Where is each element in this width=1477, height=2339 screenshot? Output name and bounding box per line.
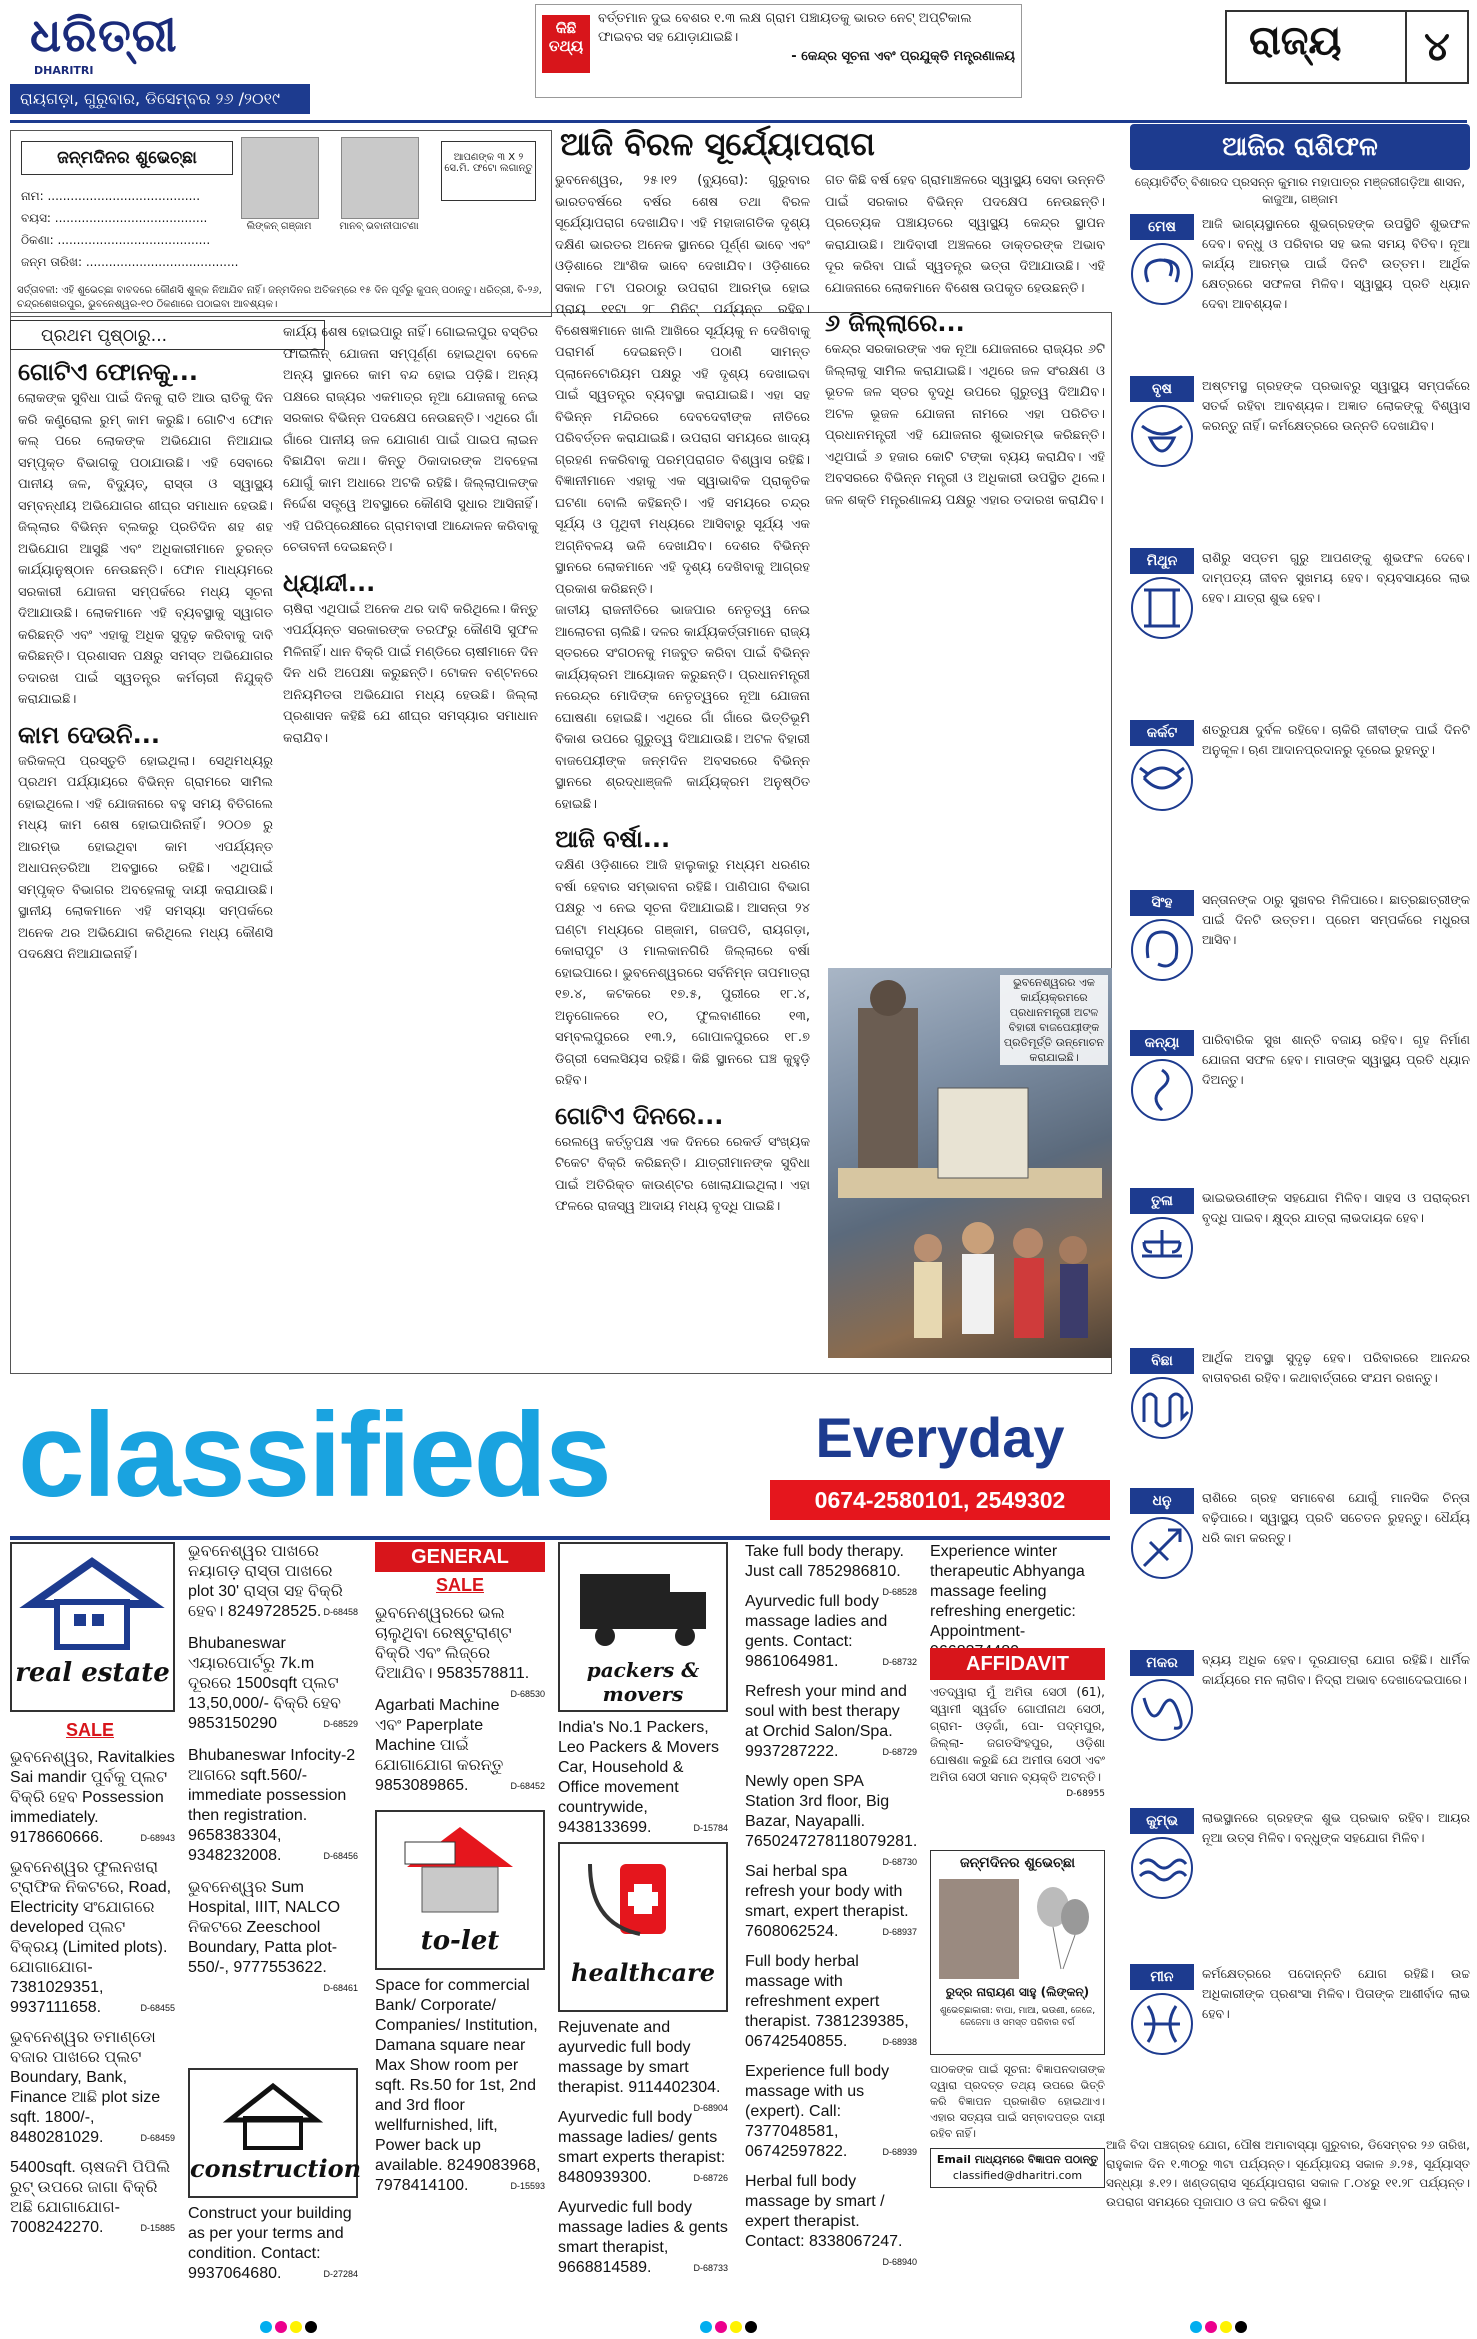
dateline: ରାୟଗଡ଼ା, ଗୁରୁବାର, ଡିସେମ୍ବର ୨୬ /୨୦୧୯ bbox=[10, 84, 310, 114]
horoscope-sign-label: କର୍କଟ bbox=[1130, 720, 1194, 746]
twins-icon bbox=[1130, 576, 1194, 640]
birthday-coupon bbox=[10, 130, 552, 317]
ad-item: Bhubaneswar ଏୟାରପୋର୍ଟରୁ 7k.m ଦୂରରେ 1500sqft ପ୍ଲଟ 13,50,000/- ବିକ୍ରି ହେବ 9853150290 D-68529 bbox=[188, 1635, 358, 1732]
classifieds-everyday: Everyday bbox=[815, 1406, 1065, 1469]
horoscope-sign-label: ବିଛା bbox=[1130, 1348, 1194, 1374]
house-icon bbox=[12, 1544, 173, 1654]
horoscope-scales bbox=[1130, 1188, 1470, 1342]
horoscope-crab bbox=[1130, 720, 1470, 884]
horoscope-sign-label: ଧନୁ bbox=[1130, 1488, 1194, 1514]
headline-six-districts: ୬ ଜିଲ୍ଲାରେ... bbox=[825, 309, 965, 337]
story-continued: କାର୍ଯ୍ୟ ଶେଷ ହୋଇପାରୁ ନାହିଁ। ଗୋଇଲପୁର ବସ୍ତିର ଫାଇଲିନ୍ ଯୋଜନା ସମ୍ପୂର୍ଣ୍ଣ ହୋଇଥିବା ବେଳେ ଅନ୍ୟ ସ୍ଥାନରେ କାମ ବନ୍ଦ ହୋଇ ପଡ଼ିଛି। ଅନ୍ୟ ପକ୍ଷରେ ରାଜ୍ୟର ଏକମାତ୍ର ନୂଆ ଯୋଜନାକୁ ନେଇ ସରକାର ବିଭିନ୍ନ ପଦକ୍ଷେପ ନେଉଛନ୍ତି। ଏଥିରେ ଗାଁ ଗାଁରେ ପାନୀୟ ଜଳ ଯୋଗାଣ ପାଇଁ ପାଇପ ଲାଇନ ବିଛାଯିବା କଥା। କିନ୍ତୁ ଠିକାଦାରଙ୍କ ଅବହେଳା ଯୋଗୁଁ କାମ ଅଧାରେ ଅଟକି ରହିଛି। ଜିଲ୍ଲାପାଳଙ୍କ ନିର୍ଦ୍ଦେଶ ସତ୍ତ୍ୱେ ଅବସ୍ଥାରେ କୌଣସି ସୁଧାର ଆସିନାହିଁ। ଏହି ପରିପ୍ରେକ୍ଷୀରେ ଗ୍ରାମବାସୀ ଆନ୍ଦୋଳନ କରିବାକୁ ଚେତାବନୀ ଦେଇଛନ୍ତି। bbox=[283, 325, 538, 555]
ad-item: 5400sqft. ଚାଷଜମି ପିପିଲି ରୁଟ୍ ଉପରେ ଜାଗା ବିକ୍ରି ଅଛି ଯୋଗାଯୋଗ- 7008242270. D-15885 bbox=[10, 2159, 175, 2236]
ad-item: Ayurvedic full body massage ladies & gents smart therapist, 9668814589. D-68733 bbox=[558, 2199, 728, 2276]
horoscope-sign-label: ସିଂହ bbox=[1130, 890, 1194, 916]
ad-item: Ayurvedic full body massage ladies and gents. Contact: 9861064981. D-68732 bbox=[745, 1593, 917, 1670]
horoscope-sign-label: ତୁଳା bbox=[1130, 1188, 1194, 1214]
photo-placeholder: ଆପଣଙ୍କ ୩ X ୨ ସେ.ମି. ଫଟୋ ଲଗାନ୍ତୁ bbox=[441, 141, 536, 201]
kid-caption-2: ମାନବ୍ ଭବାନୀପାଟଣା bbox=[339, 221, 419, 232]
facts-tag: କିଛି ତଥ୍ୟ bbox=[542, 15, 590, 73]
horoscope-scorpion bbox=[1130, 1348, 1470, 1482]
ad-item: Ayurvedic full body massage ladies/ gents smart experts therapist: 8480939300. D-68726 bbox=[558, 2109, 728, 2186]
reader-notice bbox=[930, 2062, 1105, 2232]
construction-label: construction bbox=[190, 2154, 362, 2183]
archer-icon bbox=[1130, 1516, 1194, 1580]
horoscope-twins bbox=[1130, 548, 1470, 714]
horoscope-sign-label: ମିଥୁନ bbox=[1130, 548, 1194, 574]
healthcare-category bbox=[558, 1842, 728, 2012]
horoscope-archer bbox=[1130, 1488, 1470, 1644]
ad-item: Refresh your mind and soul with best therapy at Orchid Salon/Spa. 9937287222. D-68729 bbox=[745, 1683, 917, 1760]
horoscope-bull bbox=[1130, 376, 1470, 542]
ram-icon bbox=[1130, 242, 1194, 306]
horoscope-text: ରାଶିରୁ ସପ୍ତମ ଗୁରୁ ଆପଣଙ୍କୁ ଶୁଭଫଳ ଦେବେ। ଦାମ୍ପତ୍ୟ ଜୀବନ ସୁଖମୟ ହେବ। ବ୍ୟବସାୟରେ ଲାଭ ହେବ। ଯାତ୍ରା ଶୁଭ ହେବ। bbox=[1202, 550, 1470, 605]
maiden-icon bbox=[1130, 1058, 1194, 1122]
logo-text: ଧରିତ୍ରୀ bbox=[30, 8, 178, 62]
facts-source: - କେନ୍ଦ୍ର ସୂଚନା ଏବଂ ପ୍ରଯୁକ୍ତି ମନ୍ତ୍ରଣାଳୟ bbox=[791, 49, 1015, 64]
horoscope-sign-label: କନ୍ୟା bbox=[1130, 1030, 1194, 1056]
email-address[interactable]: classified@dharitri.com bbox=[952, 2169, 1083, 2182]
story-six-districts: କେନ୍ଦ୍ର ସରକାରଙ୍କ ଏକ ନୂଆ ଯୋଜନାରେ ରାଜ୍ୟର ୬ଟି ଜିଲ୍ଲାକୁ ସାମିଲ କରାଯାଇଛି। ଏଥିରେ ଜଳ ସଂରକ୍ଷଣ ଓ ଭୂତଳ ଜଳ ସ୍ତର ବୃଦ୍ଧି ଉପରେ ଗୁରୁତ୍ୱ ଦିଆଯିବ। ଅଟଳ ଭୂଜଳ ଯୋଜନା ନାମରେ ଏହା ପରିଚିତ। ପ୍ରଧାନମନ୍ତ୍ରୀ ଏହି ଯୋଜନାର ଶୁଭାରମ୍ଭ କରିଛନ୍ତି। ଏଥିପାଇଁ ୬ ହଜାର କୋଟି ଟଙ୍କା ବ୍ୟୟ କରାଯିବ। ଏହି ଅବସରରେ ବିଭିନ୍ନ ମନ୍ତ୍ରୀ ଓ ଅଧିକାରୀ ଉପସ୍ଥିତ ଥିଲେ। ଜଳ ଶକ୍ତି ମନ୍ତ୍ରଣାଳୟ ପକ୍ଷରୁ ଏହାର ତଦାରଖ କରାଯିବ। bbox=[825, 342, 1105, 508]
horoscope-text: ଆଜି ଭାଗ୍ୟସ୍ଥାନରେ ଶୁଭଗ୍ରହଙ୍କ ଉପସ୍ଥିତି ଶୁଭଫଳ ଦେବ। ବନ୍ଧୁ ଓ ପରିବାର ସହ ଭଲ ସମୟ ବିତିବ। ନୂଆ କାର୍ଯ୍ୟ ଆରମ୍ଭ ପାଇଁ ଦିନଟି ଉତ୍ତମ। ଆର୍ଥିକ କ୍ଷେତ୍ରରେ ସଫଳତା ମିଳିବ। ସ୍ୱାସ୍ଥ୍ୟ ପ୍ରତି ଧ୍ୟାନ ଦେବା ଆବଶ୍ୟକ। bbox=[1202, 216, 1470, 311]
horoscope-text: ଅଷ୍ଟମସ୍ଥ ଗ୍ରହଙ୍କ ପ୍ରଭାବରୁ ସ୍ୱାସ୍ଥ୍ୟ ସମ୍ପର୍କରେ ସତର୍କ ରହିବା ଆବଶ୍ୟକ। ଅଜ୍ଞାତ ଲୋକଙ୍କୁ ବିଶ୍ୱାସ କରନ୍ତୁ ନାହିଁ। କର୍ମକ୍ଷେତ୍ରରେ ଉନ୍ନତି ଦେଖାଯିବ। bbox=[1202, 378, 1470, 433]
packers-ad: India's No.1 Packers, Leo Packers & Movers Car, Household & Office movement countrywide, 9438133699. D-15784 bbox=[558, 1719, 728, 1836]
field-address: ଠିକଣା: ........................................ bbox=[21, 233, 211, 247]
kid-photo-1 bbox=[241, 137, 319, 219]
horoscope-goat bbox=[1130, 1650, 1470, 1802]
section-label: ପ୍ରଥମ ପୃଷ୍ଠାରୁ... bbox=[10, 320, 325, 350]
field-dob: ଜନ୍ମ ତାରିଖ: ........................................ bbox=[21, 255, 239, 269]
lion-icon bbox=[1130, 918, 1194, 982]
classifieds-banner: classifieds bbox=[18, 1388, 610, 1522]
horoscope-text: ଲାଭସ୍ଥାନରେ ଗ୍ରହଙ୍କ ଶୁଭ ପ୍ରଭାବ ରହିବ। ଆୟର ନୂଆ ଉତ୍ସ ମିଳିବ। ବନ୍ଧୁଙ୍କ ସହଯୋଗ ମିଳିବ। bbox=[1202, 1810, 1470, 1845]
horoscope-fish bbox=[1130, 1964, 1470, 2122]
headline-one-day: ଗୋଟିଏ ଦିନରେ... bbox=[555, 1101, 724, 1130]
construction-category bbox=[188, 2068, 362, 2198]
kid-caption-1: ଲିଙ୍କନ୍ ଗଞ୍ଜାମ bbox=[246, 221, 312, 232]
horoscope-title: ଆଜିର ରାଶିଫଳ bbox=[1130, 124, 1470, 170]
truck-icon bbox=[560, 1544, 726, 1654]
classifieds-rule bbox=[10, 1536, 1110, 1540]
section-header bbox=[1225, 10, 1469, 84]
fish-icon bbox=[1130, 1992, 1194, 2056]
page-number: ୪ bbox=[1405, 12, 1467, 82]
horoscope-text: ସନ୍ତାନଙ୍କ ଠାରୁ ସୁଖବର ମିଳିପାରେ। ଛାତ୍ରଛାତ୍ରୀଙ୍କ ପାଇଁ ଦିନଟି ଉତ୍ତମ। ପ୍ରେମ ସମ୍ପର୍କରେ ମଧୁରତା ଆସିବ। bbox=[1202, 892, 1470, 947]
horoscope-sign-label: କୁମ୍ଭ bbox=[1130, 1808, 1194, 1834]
horoscope-ram bbox=[1130, 214, 1470, 370]
crab-icon bbox=[1130, 748, 1194, 812]
birthday-ad-note: ଶୁଭେଚ୍ଛାକାରୀ: ବାପା, ମାଆ, ଭଉଣୀ, ଜେଜେ, ଜେଜେମା ଓ ସମସ୍ତ ପରିବାର ବର୍ଗ bbox=[939, 2006, 1096, 2028]
packers-category bbox=[558, 1542, 728, 1712]
news-column-2 bbox=[283, 322, 538, 1366]
headline-work: କାମ ଦେଉନି... bbox=[18, 720, 160, 749]
ad-item: ଭୁବନେଶ୍ୱର ତମାଣ୍ଡୋ ବଜାର ପାଖରେ ପ୍ଲଟ Boundary, Bank, Finance ଆଛି plot size sqft. 1800/-, 8480281029. D-68459 bbox=[10, 2029, 175, 2146]
ad-item: ଭୁବନେଶ୍ୱର ପାଖରେ ନୟାଗଡ଼ ରାସ୍ତା ପାଖରେ plot 30' ରାସ୍ତା ସହ ବିକ୍ରି ହେବ। 8249728525. D-68458 bbox=[188, 1543, 358, 1620]
water-icon bbox=[1130, 1836, 1194, 1900]
scorpion-icon bbox=[1130, 1376, 1194, 1440]
facts-body: ବର୍ତ୍ତମାନ ଦୁଇ ବେଶର ୧.୩ ଲକ୍ଷ ଗ୍ରାମ ପଞ୍ଚାୟତକୁ ଭାରତ ନେଟ୍ ଅପ୍ଟିକାଲ ଫାଇବର ସହ ଯୋଡ଼ାଯାଇଛି। bbox=[598, 11, 972, 45]
ad-item: Sai herbal spa refresh your body with smart, expert therapist. 7608062524. D-68937 bbox=[745, 1863, 917, 1940]
general-label: GENERAL bbox=[375, 1542, 545, 1572]
facts-box bbox=[535, 4, 1022, 98]
horoscope-water bbox=[1130, 1808, 1470, 1958]
story-work: ଜରିକଳ୍ପ ପ୍ରସ୍ତୁତି ହୋଇଥିଲା। ସେଥିମଧ୍ୟରୁ ପ୍ରଥମ ପର୍ଯ୍ୟାୟରେ ବିଭିନ୍ନ ଗ୍ରାମରେ ସାମିଲ ହୋଇଥିଲେ। ଏହି ଯୋଜନାରେ ବହୁ ସମୟ ବିତିଗଲେ ମଧ୍ୟ କାମ ଶେଷ ହୋଇପାରିନାହିଁ। ୨୦୦୭ ରୁ ଆରମ୍ଭ ହୋଇଥିବା କାମ ଏପର୍ଯ୍ୟନ୍ତ ଅଧାପନ୍ତରିଆ ଅବସ୍ଥାରେ ରହିଛି। ଏଥିପାଇଁ ସମ୍ପୃକ୍ତ ବିଭାଗର ଅବହେଳାକୁ ଦାୟୀ କରାଯାଉଛି। ସ୍ଥାନୀୟ ଲୋକମାନେ ଏହି ସମସ୍ୟା ସମ୍ପର୍କରେ ଅନେକ ଥର ଅଭିଯୋଗ କରିଥିଲେ ମଧ୍ୟ କୌଣସି ପଦକ୍ଷେପ ନିଆଯାଇନାହିଁ। bbox=[18, 753, 273, 962]
birthday-ad-title: ଜନ୍ମଦିନର ଶୁଭେଚ୍ଛା bbox=[959, 1855, 1076, 1871]
birthday-footnote: ସର୍ତ୍ତାବଳୀ: ଏହି ଶୁଭେଚ୍ଛା ବାବଦରେ କୌଣସି ଶୁଳ୍କ ନିଆଯିବ ନାହିଁ। ଜନ୍ମଦିନର ଅତିକମ୍‌ରେ ୧୫ ଦିନ ପୂର୍ବରୁ କୁପନ୍ ପଠାନ୍ତୁ। ଧରିତ୍ରୀ, ବି-୨୬, ଚନ୍ଦ୍ରଶେଖରପୁର, ଭୁବନେଶ୍ୱର-୧୦ ଠିକଣାରେ ପଠାଇବା ଆବଶ୍ୟକ। bbox=[17, 285, 542, 310]
news-column-3 bbox=[555, 170, 810, 1366]
headline-rain: ଆଜି ବର୍ଷା... bbox=[555, 825, 671, 853]
horoscope-text: ରାଶିରେ ଗ୍ରହ ସମାବେଶ ଯୋଗୁଁ ମାନସିକ ଚିନ୍ତା ବଢ଼ିପାରେ। ସ୍ୱାସ୍ଥ୍ୟ ପ୍ରତି ସଚେତନ ରୁହନ୍ତୁ। ଧୈର୍ଯ୍ୟ ଧରି କାମ କରନ୍ତୁ। bbox=[1202, 1490, 1470, 1545]
email-label: Email ମାଧ୍ୟମରେ ବିଜ୍ଞାପନ ପଠାନ୍ତୁ bbox=[936, 2153, 1099, 2166]
birthday-ad-photo bbox=[939, 1879, 1019, 1979]
top-rule bbox=[10, 120, 1467, 123]
story-eclipse: ଭୁବନେଶ୍ୱର, ୨୫।୧୨ (ବ୍ୟୁରୋ): ଗୁରୁବାର ଭାରତବର୍ଷରେ ବର୍ଷର ଶେଷ ତଥା ବିରଳ ସୂର୍ଯ୍ୟୋପରାଗ ଦେଖାଯିବ। ଏହି ମହାଜାଗତିକ ଦୃଶ୍ୟ ଦକ୍ଷିଣ ଭାରତର ଅନେକ ସ୍ଥାନରେ ପୂର୍ଣ୍ଣ ଭାବେ ଏବଂ ଓଡ଼ିଶାରେ ଆଂଶିକ ଭାବେ ଦେଖାଯିବ। ଓଡ଼ିଶାରେ ସକାଳ ୮ଟା ପରଠାରୁ ଉପରାଗ ଆରମ୍ଭ ହୋଇ ପ୍ରାୟ ୧୧ଟା ୨୮ ମିନିଟ୍ ପର୍ଯ୍ୟନ୍ତ ରହିବ। ବିଶେଷଜ୍ଞମାନେ ଖାଲି ଆଖିରେ ସୂର୍ଯ୍ୟକୁ ନ ଦେଖିବାକୁ ପରାମର୍ଶ ଦେଇଛନ୍ତି। ପଠାଣି ସାମନ୍ତ ପ୍ଲାନେଟୋରିୟମ ପକ୍ଷରୁ ଏହି ଦୃଶ୍ୟ ଦେଖାଇବା ପାଇଁ ସ୍ୱତନ୍ତ୍ର ବ୍ୟବସ୍ଥା କରାଯାଇଛି। ଏହା ସହ ବିଭିନ୍ନ ମନ୍ଦିରରେ ଦେବଦେବୀଙ୍କ ନୀତିରେ ପରିବର୍ତ୍ତନ କରାଯାଇଛି। ଉପରାଗ ସମୟରେ ଖାଦ୍ୟ ଗ୍ରହଣ ନକରିବାକୁ ପରମ୍ପରାଗତ ବିଶ୍ୱାସ ରହିଛି। ବିଜ୍ଞାନୀମାନେ ଏହାକୁ ଏକ ସ୍ୱାଭାବିକ ପ୍ରାକୃତିକ ଘଟଣା ବୋଲି କହିଛନ୍ତି। ଏହି ସମୟରେ ଚନ୍ଦ୍ର ସୂର୍ଯ୍ୟ ଓ ପୃଥିବୀ ମଧ୍ୟରେ ଆସିବାରୁ ସୂର୍ଯ୍ୟ ଏକ ଅଗ୍ନିବଳୟ ଭଳି ଦେଖାଯିବ। ଦେଶର ବିଭିନ୍ନ ସ୍ଥାନରେ ଲୋକମାନେ ଏହି ଦୃଶ୍ୟ ଦେଖିବାକୁ ଆଗ୍ରହ ପ୍ରକାଶ କରିଛନ୍ତି। bbox=[555, 173, 810, 597]
healthcare-label: healthcare bbox=[571, 1958, 715, 1987]
birthday-ad bbox=[930, 1850, 1105, 2055]
cmyk-mark-2 bbox=[700, 2318, 760, 2337]
to-let-label: to-let bbox=[420, 1926, 500, 1956]
print-marks bbox=[0, 2316, 1477, 2336]
horoscope-text: ଆର୍ଥିକ ଅବସ୍ଥା ସୁଦୃଢ଼ ହେବ। ପରିବାରରେ ଆନନ୍ଦର ବାତାବରଣ ରହିବ। କଥାବାର୍ତ୍ତାରେ ସଂଯମ ରଖନ୍ତୁ। bbox=[1202, 1350, 1470, 1385]
horoscope-sign-label: ମୀନ bbox=[1130, 1964, 1194, 1990]
balloons-icon bbox=[1031, 1881, 1095, 1971]
horoscope-text: ପାରିବାରିକ ସୁଖ ଶାନ୍ତି ବଜାୟ ରହିବ। ଗୃହ ନିର୍ମାଣ ଯୋଜନା ସଫଳ ହେବ। ମାତାଙ୍କ ସ୍ୱାସ୍ଥ୍ୟ ପ୍ରତି ଧ୍ୟାନ ଦିଅନ୍ତୁ। bbox=[1202, 1032, 1470, 1087]
to-let-ad: Space for commercial Bank/ Corporate/ Companies/ Institution, Damana square near Max Show room per sqft. Rs.50 for 1st, 2nd and 3rd floor wellfurnished, lift, Power back up available. 8249083968, 7978414100. D-15593 bbox=[375, 1977, 545, 2194]
field-name: ନାମ: ........................................ bbox=[21, 189, 201, 203]
goat-icon bbox=[1130, 1678, 1194, 1742]
real-estate-category bbox=[10, 1542, 175, 1712]
newspaper-logo bbox=[30, 6, 200, 80]
ad-item: ଭୁବନେଶ୍ୱର, Ravitalkies Sai mandir ପୁର୍ବକୁ ପ୍ଲଟ ବିକ୍ରି ହେବ Possession immediately. 9178660666. D-68943 bbox=[10, 1749, 175, 1846]
horoscope-sign-label: ମକର bbox=[1130, 1650, 1194, 1676]
ad-item: Experience full body massage with us (expert). Call: 7377048581, 06742597822. D-68939 bbox=[745, 2063, 917, 2160]
horoscope-byline: ଜ୍ୟୋତିର୍ବିତ୍ ବିଶାରଦ ପ୍ରସନ୍ନ କୁମାର ମହାପାତ୍ର ମଞ୍ଜରୀଗଡ଼ିଆ ଶାସନ, କାଜୁଆ, ଗଞ୍ଜାମ bbox=[1134, 175, 1466, 206]
horoscope-footer: ଆଜି ବିଦା ପଞ୍ଚଗ୍ରହ ଯୋଗ, ପୌଷ ଅମାବାସ୍ୟା ଗୁରୁବାର, ଡିସେମ୍ବର ୨୬ ତାରିଖ, ରାହୁକାଳ ଦିନ ୧.୩୦ରୁ ୩ଟା ପର୍ଯ୍ୟନ୍ତ। ସୂର୍ଯ୍ୟୋଦୟ ସକାଳ ୬.୨୫, ସୂର୍ଯ୍ୟାସ୍ତ ସନ୍ଧ୍ୟା ୫.୧୨। ଖଣ୍ଡଗ୍ରାସ ସୂର୍ଯ୍ୟୋପରାଗ ସକାଳ ୮.୦୪ରୁ ୧୧.୨୮ ପର୍ଯ୍ୟନ୍ତ। ଉପରାଗ ସମୟରେ ପୂଜାପାଠ ଓ ଜପ କରିବା ଶୁଭ। bbox=[1106, 2138, 1470, 2209]
horoscope-text: ଶତ୍ରୁପକ୍ଷ ଦୁର୍ବଳ ରହିବେ। ଚାକିରି ଜୀବୀଙ୍କ ପାଇଁ ଦିନଟି ଅନୁକୂଳ। ଋଣ ଆଦାନପ୍ରଦାନରୁ ଦୂରେଇ ରୁହନ୍ତୁ। bbox=[1202, 722, 1470, 757]
ad-item: ଭୁବନେଶ୍ୱରରେ ଭଲ ଚାଲୁଥିବା ରେଷ୍ଟୁରାଣ୍ଟ ବିକ୍ରି ଏବଂ ଲିଜ୍‌ରେ ଦିଆଯିବ। 9583578811. D-68530 bbox=[375, 1605, 545, 1699]
kid-photo-2 bbox=[341, 137, 419, 219]
real-estate-label: real estate bbox=[15, 1658, 170, 1688]
story-phone: ଲୋକଙ୍କ ସୁବିଧା ପାଇଁ ଦିନକୁ ରାତି ଆଉ ରାତିକୁ ଦିନ କରି କଣ୍ଟ୍ରୋଲ ରୁମ୍ କାମ କରୁଛି। ଗୋଟିଏ ଫୋନ କଲ୍ ପରେ ଲୋକଙ୍କ ଅଭିଯୋଗ ନିଆଯାଇ ସମ୍ପୃକ୍ତ ବିଭାଗକୁ ପଠାଯାଉଛି। ଏହି ସେବାରେ ପାନୀୟ ଜଳ, ବିଦ୍ୟୁତ୍, ରାସ୍ତା ଓ ସ୍ୱାସ୍ଥ୍ୟ ସମ୍ବନ୍ଧୀୟ ଅଭିଯୋଗର ଶୀଘ୍ର ସମାଧାନ ହେଉଛି। ଜିଲ୍ଲାର ବିଭିନ୍ନ ବ୍ଲକରୁ ପ୍ରତିଦିନ ଶହ ଶହ ଅଭିଯୋଗ ଆସୁଛି ଏବଂ ଅଧିକାରୀମାନେ ତୁରନ୍ତ କାର୍ଯ୍ୟାନୁଷ୍ଠାନ ନେଉଛନ୍ତି। ଫୋନ ମାଧ୍ୟମରେ ସରକାରୀ ଯୋଜନା ସମ୍ପର୍କରେ ମଧ୍ୟ ସୂଚନା ଦିଆଯାଉଛି। ଲୋକମାନେ ଏହି ବ୍ୟବସ୍ଥାକୁ ସ୍ୱାଗତ କରିଛନ୍ତି ଏବଂ ଏହାକୁ ଅଧିକ ସୁଦୃଢ଼ କରିବାକୁ ଦାବି କରିଛନ୍ତି। ପ୍ରଶାସନ ପକ୍ଷରୁ ସମସ୍ତ ଅଭିଯୋଗର ତଦାରଖ ପାଇଁ ସ୍ୱତନ୍ତ୍ର କର୍ମଚାରୀ ନିଯୁକ୍ତି କରାଯାଇଛି। bbox=[18, 391, 273, 707]
story-dhyan: ଚାଷିରା ଏଥିପାଇଁ ଅନେକ ଥର ଦାବି କରିଥିଲେ। କିନ୍ତୁ ଏପର୍ଯ୍ୟନ୍ତ ସରକାରଙ୍କ ତରଫରୁ କୌଣସି ସୁଫଳ ମିଳିନାହିଁ। ଧାନ ବିକ୍ରି ପାଇଁ ମଣ୍ଡିରେ ଚାଷୀମାନେ ଦିନ ଦିନ ଧରି ଅପେକ୍ଷା କରୁଛନ୍ତି। ଟୋକନ ବଣ୍ଟନରେ ଅନିୟମିତତା ଅଭିଯୋଗ ମଧ୍ୟ ହେଉଛି। ଜିଲ୍ଲା ପ୍ରଶାସନ କହିଛି ଯେ ଶୀଘ୍ର ସମସ୍ୟାର ସମାଧାନ କରାଯିବ। bbox=[283, 601, 538, 746]
birthday-coupon-title: ଜନ୍ମଦିନର ଶୁଭେଚ୍ଛା bbox=[21, 141, 233, 175]
construction-icon bbox=[190, 2070, 356, 2150]
section-title: ରାଜ୍ୟ bbox=[1249, 18, 1342, 64]
story-rain: ଦକ୍ଷିଣ ଓଡ଼ିଶାରେ ଆଜି ହାଲୁକାରୁ ମଧ୍ୟମ ଧରଣର ବର୍ଷା ହେବାର ସମ୍ଭାବନା ରହିଛି। ପାଣିପାଗ ବିଭାଗ ପକ୍ଷରୁ ଏ ନେଇ ସୂଚନା ଦିଆଯାଇଛି। ଆସନ୍ତା ୨୪ ଘଣ୍ଟା ମଧ୍ୟରେ ଗଞ୍ଜାମ, ଗଜପତି, ରାୟଗଡ଼ା, କୋରାପୁଟ ଓ ମାଲକାନଗିରି ଜିଲ୍ଲାରେ ବର୍ଷା ହୋଇପାରେ। ଭୁବନେଶ୍ୱରରେ ସର୍ବନିମ୍ନ ତାପମାତ୍ରା ୧୭.୪, କଟକରେ ୧୭.୫, ପୁରୀରେ ୧୮.୪, ଅନୁଗୋଳରେ ୧୦, ଫୁଲବାଣୀରେ ୧୩, ସମ୍ବଲପୁରରେ ୧୩.୨, ଗୋପାଳପୁରରେ ୧୮.୭ ଡିଗ୍ରୀ ସେଲସିୟସ ରହିଛି। କିଛି ସ୍ଥାନରେ ଘଞ୍ଚ କୁହୁଡ଼ି ରହିବ। bbox=[555, 858, 810, 1088]
story-health: ଗତ କିଛି ବର୍ଷ ହେବ ଗ୍ରାମାଞ୍ଚଳରେ ସ୍ୱାସ୍ଥ୍ୟ ସେବା ଉନ୍ନତି ପାଇଁ ସରକାର ବିଭିନ୍ନ ପଦକ୍ଷେପ ନେଉଛନ୍ତି। ପ୍ରତ୍ୟେକ ପଞ୍ଚାୟତରେ ସ୍ୱାସ୍ଥ୍ୟ କେନ୍ଦ୍ର ସ୍ଥାପନ କରାଯାଉଛି। ଆଦିବାସୀ ଅଞ୍ଚଳରେ ଡାକ୍ତରଙ୍କ ଅଭାବ ଦୂର କରିବା ପାଇଁ ସ୍ୱତନ୍ତ୍ର ଭତ୍ତା ଦିଆଯାଉଛି। ଏହି ଯୋଜନାରେ ଲୋକମାନେ ବିଶେଷ ଉପକୃତ ହେଉଛନ୍ତି। bbox=[825, 173, 1105, 296]
ad-item: Newly open SPA Station 3rd floor, Big Bazar, Nayapalli. 7650247278118079281. D-68730 bbox=[745, 1773, 918, 1867]
bull-icon bbox=[1130, 404, 1194, 468]
general-sale-label: SALE bbox=[435, 1575, 484, 1595]
packers-label: packers & movers bbox=[586, 1658, 700, 1706]
sale-label: SALE bbox=[65, 1720, 114, 1740]
classifieds-phone: 0674-2580101, 2549302 bbox=[770, 1480, 1110, 1520]
horoscope-text: ବ୍ୟୟ ଅଧିକ ହେବ। ଦୂରଯାତ୍ରା ଯୋଗ ରହିଛି। ଧାର୍ମିକ କାର୍ଯ୍ୟରେ ମନ ଲାଗିବ। ନିଦ୍ରା ଅଭାବ ଦେଖାଦେଇପାରେ। bbox=[1202, 1652, 1470, 1687]
ad-item: ଭୁବନେଶ୍ୱର ଫୁଲନଖରା ଟ୍ରାଫିକ ନିକଟରେ, Road, Electricity ସଂଯୋଗରେ developed ପ୍ଲଟ ବିକ୍ରୟ (Limited plots). ଯୋଗାଯୋଗ- 7381029351, 9937111658. D-68455 bbox=[10, 1859, 175, 2016]
ad-item: Agarbati Machine ଏବଂ Paperplate Machine ପାଇଁ ଯୋଗାଯୋଗ କରନ୍ତୁ 9853089865. D-68452 bbox=[375, 1697, 545, 1794]
horoscope-sign-label: ବୃଷ bbox=[1130, 376, 1194, 402]
ad-item: ଭୁବନେଶ୍ୱର Sum Hospital, IIIT, NALCO ନିକଟରେ Zeeschool Boundary, Patta plot-550/-, 9777553622. D-68461 bbox=[188, 1879, 358, 1993]
headline-dhyan: ଧ୍ୟାନ୍ଦୀ... bbox=[283, 568, 376, 597]
stethoscope-icon bbox=[560, 1844, 726, 1954]
news-column-4 bbox=[825, 170, 1105, 960]
headline-phone: ଗୋଟିଏ ଫୋନକୁ... bbox=[18, 358, 198, 386]
logo-english: DHARITRI bbox=[34, 64, 94, 77]
horoscope-maiden bbox=[1130, 1030, 1470, 1182]
email-box bbox=[930, 2148, 1105, 2188]
field-age: ବୟସ: ........................................ bbox=[21, 211, 208, 225]
reader-notice-text: ପାଠକଙ୍କ ପାଇଁ ସୂଚନା: ବିଜ୍ଞାପନଦାତାଙ୍କ ଦ୍ୱାରା ପ୍ରଦତ୍ତ ତଥ୍ୟ ଉପରେ ଭିତ୍ତି କରି ବିଜ୍ଞାପନ ପ୍ରକାଶିତ ହୋଇଥାଏ। ଏହାର ସତ୍ୟତା ପାଇଁ ସମ୍ବାଦପତ୍ର ଦାୟୀ ରହିବ ନାହିଁ। bbox=[930, 2063, 1105, 2140]
to-let-icon bbox=[377, 1812, 543, 1922]
ad-item: Bhubaneswar Infocity-2 ଆଗରେ sqft.560/- immediate possession then registration. 9658383304, 9348232008. D-68456 bbox=[188, 1747, 358, 1864]
cmyk-mark-1 bbox=[260, 2318, 320, 2337]
horoscope-lion bbox=[1130, 890, 1470, 1024]
ads-column-1 bbox=[10, 1748, 175, 2308]
birthday-ad-name: ରୁଦ୍ର ନାରାୟଣ ସାହୁ (ଲିଙ୍କନ୍) bbox=[945, 1985, 1090, 1999]
to-let-category bbox=[375, 1810, 545, 1970]
horoscope-text: କର୍ମକ୍ଷେତ୍ରରେ ପଦୋନ୍ନତି ଯୋଗ ରହିଛି। ଉଚ୍ଚ ଅଧିକାରୀଙ୍କ ପ୍ରଶଂସା ମିଳିବ। ପିତାଙ୍କ ଆଶୀର୍ବାଦ ଲାଭ ହେବ। bbox=[1202, 1966, 1470, 2021]
story-one-day: ରେଲୱେ କର୍ତ୍ତୃପକ୍ଷ ଏକ ଦିନରେ ରେକର୍ଡ ସଂଖ୍ୟକ ଟିକେଟ ବିକ୍ରି କରିଛନ୍ତି। ଯାତ୍ରୀମାନଙ୍କ ସୁବିଧା ପାଇଁ ଅତିରିକ୍ତ କାଉଣ୍ଟର ଖୋଲାଯାଇଥିଲା। ଏହା ଫଳରେ ରାଜସ୍ୱ ଆଦାୟ ମଧ୍ୟ ବୃଦ୍ଧି ପାଇଛି। bbox=[555, 1134, 810, 1214]
facts-text bbox=[598, 9, 1015, 66]
news-column-1 bbox=[18, 356, 273, 1366]
ads-column-5 bbox=[745, 1542, 917, 2312]
construction-ad: Construct your building as per your terms and condition. Contact: 9937064680. D-27284 bbox=[188, 2205, 358, 2282]
ad-item: Herbal full body massage by smart / expert therapist. Contact: 8338067247. D-68940 bbox=[745, 2173, 917, 2267]
headline-eclipse: ଆଜି ବିରଳ ସୂର୍ଯ୍ୟୋପରାଗ bbox=[560, 125, 875, 163]
ad-item: Rejuvenate and ayurvedic full body massage by smart therapist. 9114402304. D-68904 bbox=[558, 2019, 728, 2113]
ad-item: Take full body therapy. Just call 7852986810. D-68528 bbox=[745, 1543, 917, 1597]
ad-item: Full body herbal massage with refreshment expert therapist. 7381239385, 06742540855. D-68938 bbox=[745, 1953, 917, 2050]
horoscope-text: ଭାଇଭଉଣୀଙ୍କ ସହଯୋଗ ମିଳିବ। ସାହସ ଓ ପରାକ୍ରମ ବୃଦ୍ଧି ପାଇବ। କ୍ଷୁଦ୍ର ଯାତ୍ରା ଲାଭଦାୟକ ହେବ। bbox=[1202, 1190, 1470, 1225]
cmyk-mark-3 bbox=[1190, 2318, 1250, 2337]
affidavit-label: AFFIDAVIT bbox=[930, 1648, 1105, 1680]
horoscope-sign-label: ମେଷ bbox=[1130, 214, 1194, 240]
affidavit-ad: ଏତଦ୍ୱାରା ମୁଁ ଅମିତା ସେଠୀ (61), ସ୍ୱାମୀ ସ୍ୱର୍ଗତ ଗୋପୀନାଥ ସେଠୀ, ଗ୍ରାମ- ଓଡ଼ଗାଁ, ପୋ- ପଦ୍ମପୁର, ଜିଲ୍ଲା- ଜଗତସିଂହପୁର, ଓଡ଼ିଶା ଘୋଷଣା କରୁଛି ଯେ ଅମୀତା ସେଠୀ ଏବଂ ଅମିତା ସେଠୀ ସମାନ ବ୍ୟକ୍ତି ଅଟନ୍ତି। D-68955 bbox=[930, 1685, 1105, 1799]
ads-column-3 bbox=[375, 1604, 545, 1804]
ad-abhyanga: Experience winter therapeutic Abhyanga massage feeling refreshing energetic: Appointment- bbox=[930, 1543, 1085, 1640]
photo-caption: ଭୁବନେଶ୍ୱରର ଏକ କାର୍ଯ୍ୟକ୍ରମରେ ପ୍ରଧାନମନ୍ତ୍ରୀ ଅଟଳ ବିହାରୀ ବାଜପେୟୀଙ୍କ ପ୍ରତିମୂର୍ତ୍ତି ଉନ୍ମୋଚନ କରାଯାଇଛି। bbox=[1000, 975, 1108, 1065]
scales-icon bbox=[1130, 1216, 1194, 1280]
story-politics: ଜାତୀୟ ରାଜନୀତିରେ ଭାଜପାର ନେତୃତ୍ୱ ନେଇ ଆଲୋଚନା ଚାଲିଛି। ଦଳର କାର୍ଯ୍ୟକର୍ତ୍ତାମାନେ ରାଜ୍ୟ ସ୍ତରରେ ସଂଗଠନକୁ ମଜବୁତ କରିବା ପାଇଁ ବିଭିନ୍ନ କାର୍ଯ୍ୟକ୍ରମ ଆୟୋଜନ କରୁଛନ୍ତି। ପ୍ରଧାନମନ୍ତ୍ରୀ ନରେନ୍ଦ୍ର ମୋଦିଙ୍କ ନେତୃତ୍ୱରେ ନୂଆ ଯୋଜନା ଘୋଷଣା ହୋଇଛି। ଏଥିରେ ଗାଁ ଗାଁରେ ଭିତ୍ତିଭୂମି ବିକାଶ ଉପରେ ଗୁରୁତ୍ୱ ଦିଆଯାଉଛି। ଅଟଳ ବିହାରୀ ବାଜପେୟୀଙ୍କ ଜନ୍ମଦିନ ଅବସରରେ ବିଭିନ୍ନ ସ୍ଥାନରେ ଶ୍ରଦ୍ଧାଞ୍ଜଳି କାର୍ଯ୍ୟକ୍ରମ ଅନୁଷ୍ଠିତ ହୋଇଛି। bbox=[555, 603, 810, 812]
ads-column-2 bbox=[188, 1542, 358, 2062]
ads-column-4 bbox=[558, 2018, 728, 2308]
